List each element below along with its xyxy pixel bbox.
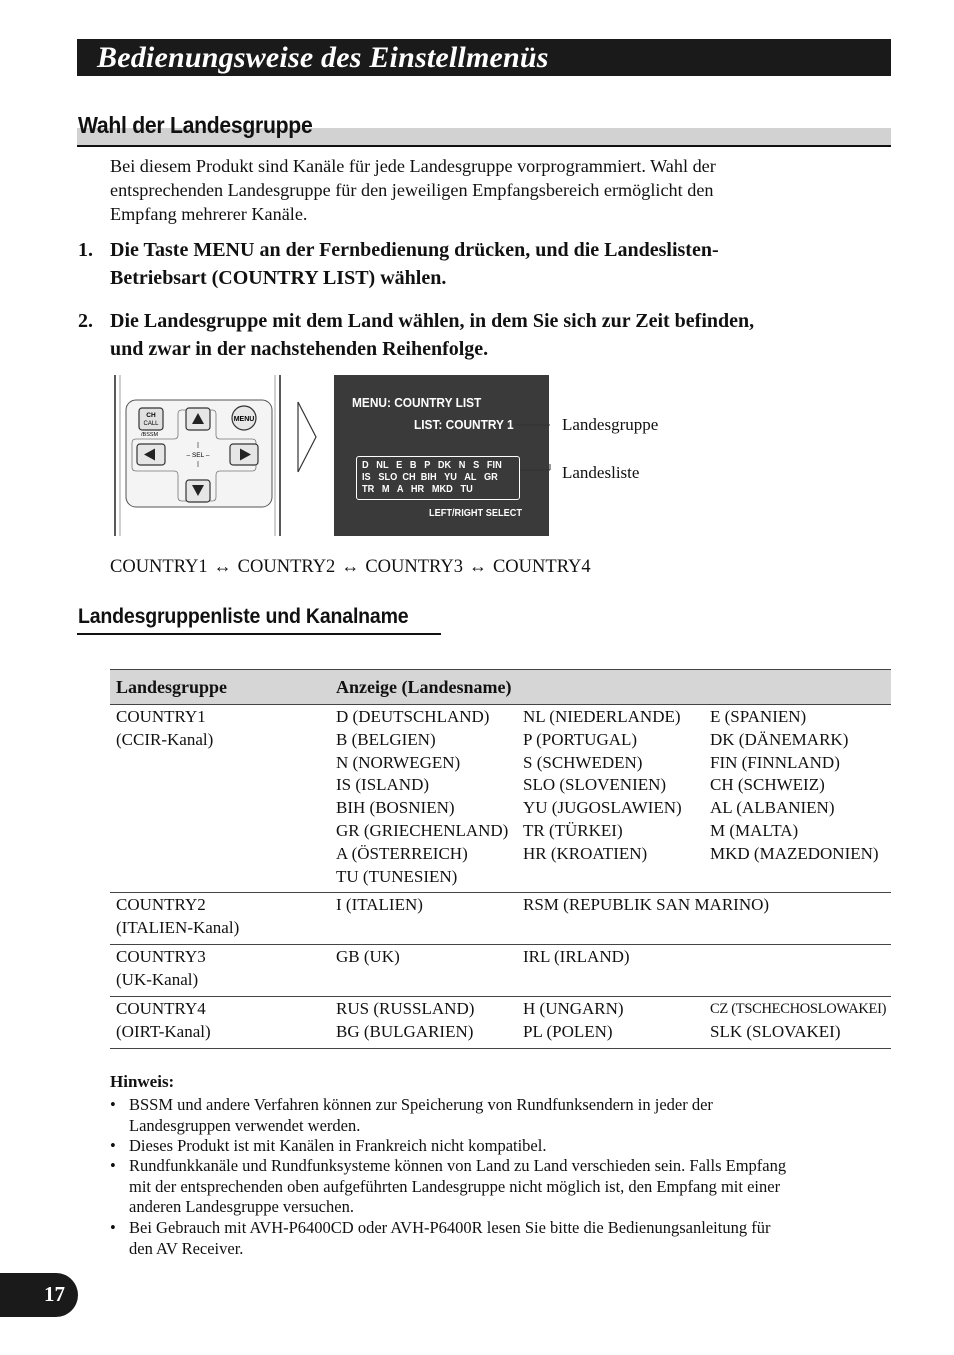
callout-landesgruppe: Landesgruppe xyxy=(562,415,659,434)
step-line: und zwar in der nachstehenden Reihenfolge. xyxy=(110,338,489,360)
sel-label: – SEL – xyxy=(186,452,210,459)
table-row-country4-col3 xyxy=(710,998,886,1044)
country-entry: TR (TÜRKEI) xyxy=(523,820,623,840)
country-list-row: IS SLO CH BIH YU AL GR xyxy=(362,472,498,483)
country-entry: GR (GRIECHENLAND) xyxy=(336,820,509,840)
bullet-icon: • xyxy=(110,1156,116,1175)
table-row-country2-col2 xyxy=(523,894,769,917)
double-arrow-icon: ↔ xyxy=(213,556,232,576)
group-channel: (UK-Kanal) xyxy=(116,969,199,989)
country-entry: H (UNGARN) xyxy=(523,999,624,1018)
country-entry: MKD (MAZEDONIEN) xyxy=(710,843,879,863)
bssm-label: /BSSM xyxy=(141,432,159,438)
table-row-country3-col2 xyxy=(523,946,630,969)
country-entry: SLK (SLOVAKEI) xyxy=(710,1021,841,1041)
country-entry: NL (NIEDERLANDE) xyxy=(523,707,681,726)
note-item xyxy=(110,1156,870,1218)
country-entry: RUS (RUSSLAND) xyxy=(336,999,475,1018)
step-line: Betriebsart (COUNTRY LIST) wählen. xyxy=(110,267,447,289)
country-entry: IRL (IRLAND) xyxy=(523,947,630,966)
note-line: BSSM und andere Verfahren können zur Speicherung von Rundfunksendern in jeder der xyxy=(129,1095,713,1114)
step-number: 1. xyxy=(78,239,93,261)
group-name: COUNTRY4 xyxy=(116,999,206,1018)
country-entry: SLO (SLOVENIEN) xyxy=(523,775,667,795)
sequence-item: COUNTRY3 xyxy=(365,557,463,577)
intro-line: entsprechenden Landesgruppe für den jeweiligen Empfangsbereich ermöglicht den xyxy=(110,180,714,200)
country-list-box xyxy=(356,456,520,500)
country-entry: I (ITALIEN) xyxy=(336,895,423,914)
country-entry: E (SPANIEN) xyxy=(710,707,807,726)
note-line: Bei Gebrauch mit AVH-P6400CD oder AVH-P6400R lesen Sie bitte die Bedienungsanleitung für xyxy=(129,1218,771,1237)
country-entry: S (SCHWEDEN) xyxy=(523,752,643,772)
table-row-country2-group xyxy=(116,894,239,940)
bullet-icon: • xyxy=(110,1218,116,1237)
table-row-country4-col1 xyxy=(336,998,474,1044)
notes-title: Hinweis: xyxy=(110,1072,175,1091)
country-entry: FIN (FINNLAND) xyxy=(710,752,840,772)
sequence-item: COUNTRY2 xyxy=(237,557,336,577)
note-line: Dieses Produkt ist mit Kanälen in Frankreich nicht kompatibel. xyxy=(129,1136,547,1155)
step-2 xyxy=(78,307,878,363)
note-item xyxy=(110,1218,870,1259)
table-divider xyxy=(110,996,891,997)
note-item xyxy=(110,1136,870,1157)
table-divider xyxy=(110,944,891,945)
chapter-title: Bedienungsweise des Einstellmenüs xyxy=(97,41,549,74)
group-name: COUNTRY3 xyxy=(116,947,206,966)
country-list-row: D NL E B P DK N S FIN xyxy=(362,460,502,471)
chevron-right-icon xyxy=(296,400,320,475)
step-1 xyxy=(78,236,878,292)
country-entry: HR (KROATIEN) xyxy=(523,843,648,863)
country-entry: BIH (BOSNIEN) xyxy=(336,798,455,818)
country-entry: P (PORTUGAL) xyxy=(523,729,638,749)
subsection-title: Landesgruppenliste und Kanalname xyxy=(78,605,409,628)
intro-paragraph xyxy=(110,154,850,226)
ch-label: CH xyxy=(146,412,156,419)
screen-footer: LEFT/RIGHT SELECT xyxy=(429,508,523,519)
country-entry: BG (BULGARIEN) xyxy=(336,1021,474,1041)
group-channel: (ITALIEN-Kanal) xyxy=(116,917,240,937)
remote-control-illustration xyxy=(112,375,283,536)
table-row-country2-col1 xyxy=(336,894,423,917)
double-arrow-icon: ↔ xyxy=(341,556,360,576)
country-entry: D (DEUTSCHLAND) xyxy=(336,707,490,726)
call-label: CALL xyxy=(143,421,159,427)
group-name: COUNTRY1 xyxy=(116,707,206,726)
country-list-row: TR M A HR MKD TU xyxy=(362,484,473,495)
screen-list-label: LIST: COUNTRY 1 xyxy=(414,418,514,432)
sequence-item: COUNTRY1 xyxy=(110,557,208,577)
group-name: COUNTRY2 xyxy=(116,895,206,914)
country-entry: YU (JUGOSLAWIEN) xyxy=(523,798,682,818)
intro-line: Empfang mehrerer Kanäle. xyxy=(110,204,308,224)
table-header-group: Landesgruppe xyxy=(116,677,228,697)
table-row-country4-col2 xyxy=(523,998,624,1044)
country-sequence xyxy=(110,556,591,578)
table-divider xyxy=(110,892,891,893)
country-entry: A (ÖSTERREICH) xyxy=(336,843,468,863)
table-row-country1-col2 xyxy=(523,706,682,866)
country-entry: AL (ALBANIEN) xyxy=(710,798,835,818)
country-entry: DK (DÄNEMARK) xyxy=(710,729,849,749)
subsection-underline xyxy=(77,633,441,635)
page-number-tab xyxy=(0,1273,78,1317)
step-line: Die Taste MENU an der Fernbedienung drücken, und die Landeslisten- xyxy=(110,239,719,261)
table-row-country1-group xyxy=(116,706,213,752)
country-entry: RSM (REPUBLIK SAN MARINO) xyxy=(523,895,770,914)
country-entry: CH (SCHWEIZ) xyxy=(710,775,825,795)
callout-landesliste: Landesliste xyxy=(562,463,640,482)
note-line: mit der entsprechenden oben aufgeführten Landesgruppe nicht möglich ist, den Empfang mit einer xyxy=(129,1176,781,1196)
chapter-banner xyxy=(77,39,891,76)
country-entry: IS (ISLAND) xyxy=(336,775,430,795)
country-entry: M (MALTA) xyxy=(710,820,799,840)
table-row-country1-col1 xyxy=(336,706,508,888)
callout-lines xyxy=(510,418,560,478)
note-line: Rundfunkkanäle und Rundfunksysteme können von Land zu Land verschieden sein. Falls Empfang xyxy=(129,1156,787,1175)
table-row-country3-col1 xyxy=(336,946,400,969)
table-row-country1-col3 xyxy=(710,706,879,866)
country-entry: N (NORWEGEN) xyxy=(336,752,461,772)
screen-menu-title: MENU: COUNTRY LIST xyxy=(352,396,482,410)
country-entry: GB (UK) xyxy=(336,947,400,966)
note-line: anderen Landesgruppe versuchen. xyxy=(129,1197,354,1216)
table-header xyxy=(110,669,891,705)
country-entry: TU (TUNESIEN) xyxy=(336,866,458,886)
menu-label: MENU xyxy=(233,416,255,423)
country-entry: CZ (TSCHECHOSLOWAKEI) xyxy=(710,1001,887,1017)
table-row-country4-group xyxy=(116,998,211,1044)
country-entry: B (BELGIEN) xyxy=(336,729,436,749)
group-channel: (OIRT-Kanal) xyxy=(116,1021,211,1041)
bullet-icon: • xyxy=(110,1095,116,1114)
table-row-country3-group xyxy=(116,946,206,992)
group-channel: (CCIR-Kanal) xyxy=(116,729,214,749)
note-item xyxy=(110,1095,870,1136)
country-entry: PL (POLEN) xyxy=(523,1021,613,1041)
note-line: den AV Receiver. xyxy=(129,1238,244,1258)
bullet-icon: • xyxy=(110,1136,116,1155)
section-title: Wahl der Landesgruppe xyxy=(78,112,313,138)
step-number: 2. xyxy=(78,310,93,332)
table-bottom-border xyxy=(110,1048,891,1049)
sequence-item: COUNTRY4 xyxy=(492,557,591,577)
step-line: Die Landesgruppe mit dem Land wählen, in dem Sie sich zur Zeit befinden, xyxy=(110,310,755,332)
table-header-display: Anzeige (Landesname) xyxy=(336,677,512,697)
note-line: Landesgruppen verwendet werden. xyxy=(129,1115,361,1135)
double-arrow-icon: ↔ xyxy=(468,556,487,576)
page-number: 17 xyxy=(44,1282,65,1306)
intro-line: Bei diesem Produkt sind Kanäle für jede Landesgruppe vorprogrammiert. Wahl der xyxy=(110,156,716,176)
